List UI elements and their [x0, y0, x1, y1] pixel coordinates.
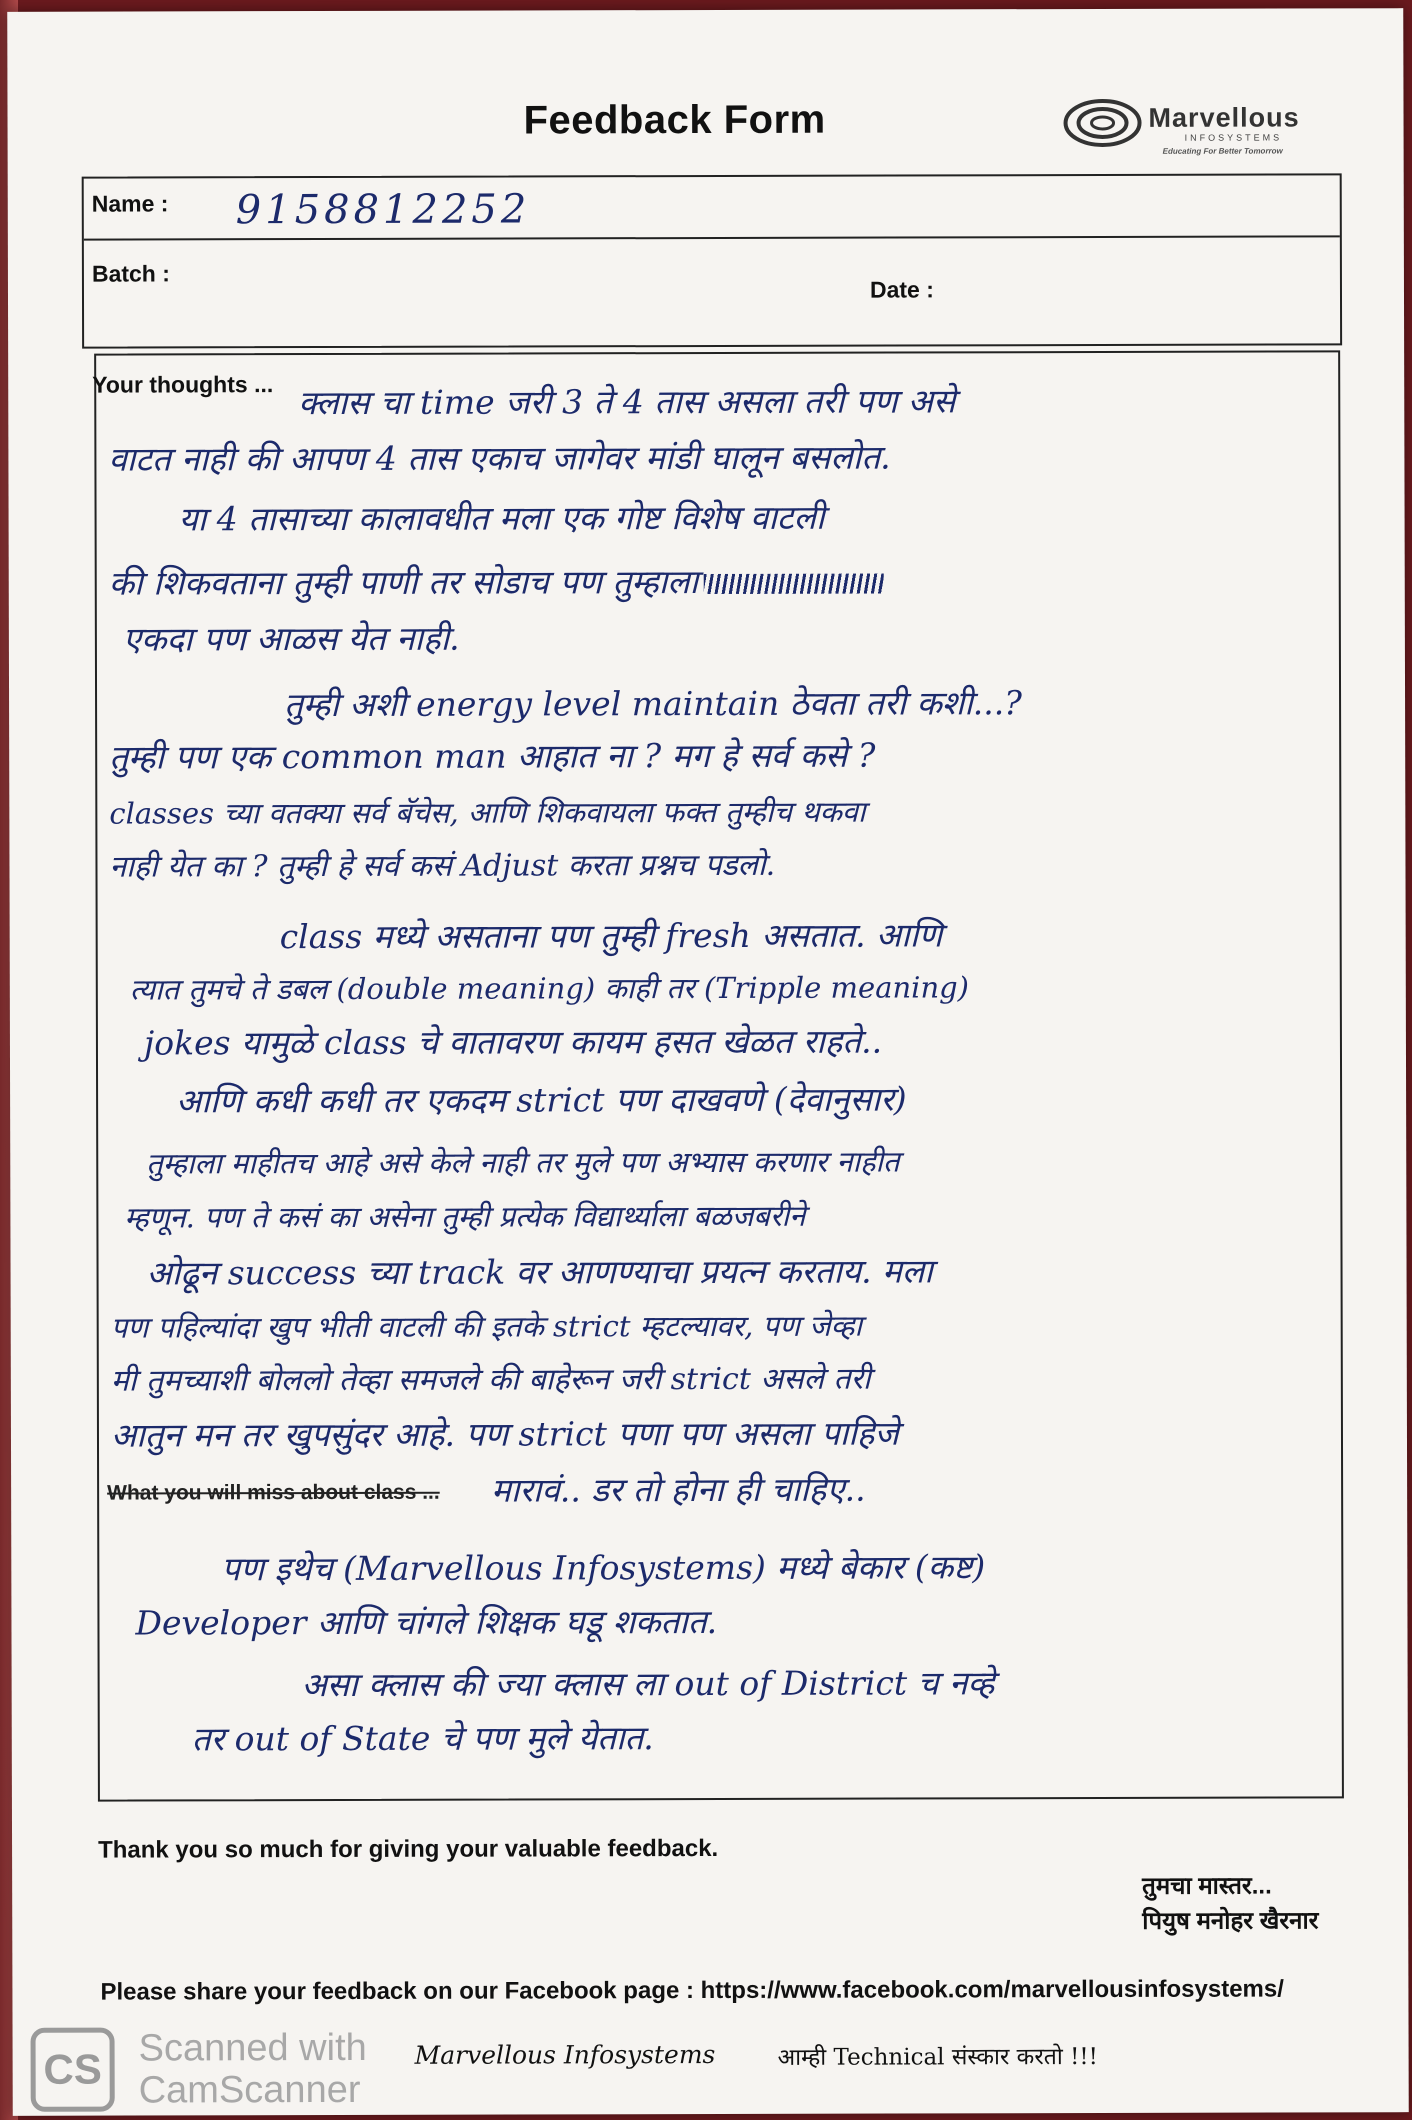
camscanner-logo-icon: CS	[31, 2028, 115, 2112]
thought-line: मारावं.. डर तो होना ही चाहिए..	[491, 1469, 866, 1510]
thought-line: म्हणून. पण ते कसं का असेना तुम्ही प्रत्येक विद्यार्थ्याला बळजबरीने	[124, 1198, 806, 1235]
thought-line: वाटत नाही की आपण 4 तास एकाच जागेवर मांडी घालून बसलोत.	[108, 437, 891, 479]
name-label: Name :	[91, 190, 169, 217]
footer-tagline: आम्ही Technical संस्कार करतो !!!	[777, 2043, 1098, 2071]
thought-line: classes च्या वतक्या सर्व बॅचेस, आणि शिकवायला फक्त तुम्हीच थकवा	[109, 794, 866, 831]
batch-label: Batch :	[91, 260, 170, 287]
thought-line: तर out of State चे पण मुले येतात.	[191, 1718, 654, 1759]
thought-line: क्लास चा time जरी 3 ते 4 तास असला तरी पण असे	[298, 381, 956, 423]
thought-line	[109, 562, 885, 604]
camscanner-line-2: CamScanner	[138, 2068, 361, 2112]
camscanner-line-1: Scanned with	[138, 2026, 367, 2070]
thought-line: तुम्ही पण एक common man आहात ना ? मग हे सर्व कसे ?	[109, 735, 876, 777]
scratched-word	[704, 574, 884, 594]
facebook-share-text: Please share your feedback on our Facebook page : https://www.facebook.com/marvellousinfosystems/	[100, 1975, 1284, 2006]
thank-you-text: Thank you so much for giving your valuable feedback.	[98, 1834, 719, 1864]
thought-line: jokes यामुळे class चे वातावरण कायम हसत खेळत राहते..	[143, 1021, 883, 1063]
logo-tagline: Educating For Better Tomorrow	[1162, 146, 1283, 156]
thoughts-label: Your thoughts ...	[92, 371, 274, 398]
thought-line: Developer आणि चांगले शिक्षक घडू शकतात.	[135, 1601, 718, 1643]
company-logo	[1062, 92, 1374, 159]
thought-line: नाही येत का ? तुम्ही हे सर्व कसं Adjust करता प्रश्नच पडलो.	[109, 847, 776, 885]
thought-line: तुम्हाला माहीतच आहे असे केले नाही तर मुले पण अभ्यास करणार नाहीत	[146, 1144, 900, 1181]
form-title: Feedback Form	[523, 97, 826, 143]
logo-swirl-icon	[1062, 97, 1144, 149]
thought-line: class मध्ये असताना पण तुम्ही fresh असतात. आणि	[279, 915, 943, 957]
camscanner-watermark	[139, 2027, 367, 2112]
thought-line: त्यात तुमचे ते डबल (double meaning) काही तर (Tripple meaning)	[129, 970, 970, 1007]
signature-line-2: पियुष मनोहर खैरनार	[1142, 1907, 1319, 1935]
thought-line: या 4 तासाच्या कालावधीत मला एक गोष्ट विशेष वाटली	[178, 497, 825, 539]
info-divider	[84, 235, 1340, 240]
footer-brand: Marvellous Infosystems	[414, 2039, 716, 2070]
thought-line: पण पहिल्यांदा खुप भीती वाटली की इतके strict म्हटल्यावर, पण जेव्हा	[110, 1308, 863, 1345]
thought-line: आतुन मन तर खुपसुंदर आहे. पण strict पणा पण असला पाहिजे	[110, 1413, 899, 1455]
miss-label: What you will miss about class ...	[107, 1480, 440, 1505]
date-label: Date :	[869, 276, 934, 303]
thought-line-text: की शिकवताना तुम्ही पाणी तर सोडाच पण तुम्हाला	[108, 562, 699, 603]
thought-line: मी तुमच्याशी बोललो तेव्हा समजले की बाहेरून जरी strict असले तरी	[110, 1361, 871, 1399]
thought-line: आणि कधी कधी तर एकदम strict पण दाखवणे (देवानुसार)	[176, 1079, 907, 1121]
signature-line-1: तुमचा मास्तर...	[1142, 1872, 1272, 1900]
thought-line: पण इथेच (Marvellous Infosystems) मध्ये बेकार (कष्ट)	[221, 1547, 986, 1589]
thought-line: एकदा पण आळस येत नाही.	[122, 618, 460, 659]
logo-name: Marvellous	[1148, 102, 1300, 133]
thought-line: तुम्ही अशी energy level maintain ठेवता तरी कशी...?	[284, 683, 1023, 725]
thought-line: ओढून success च्या track वर आणण्याचा प्रयत्न करताय. मला	[146, 1251, 933, 1293]
name-value: 9158812252	[235, 186, 531, 234]
logo-sub: INFOSYSTEMS	[1184, 132, 1283, 143]
feedback-paper	[7, 8, 1409, 2116]
thought-line: असा क्लास की ज्या क्लास ला out of District च नव्हे	[301, 1663, 995, 1705]
